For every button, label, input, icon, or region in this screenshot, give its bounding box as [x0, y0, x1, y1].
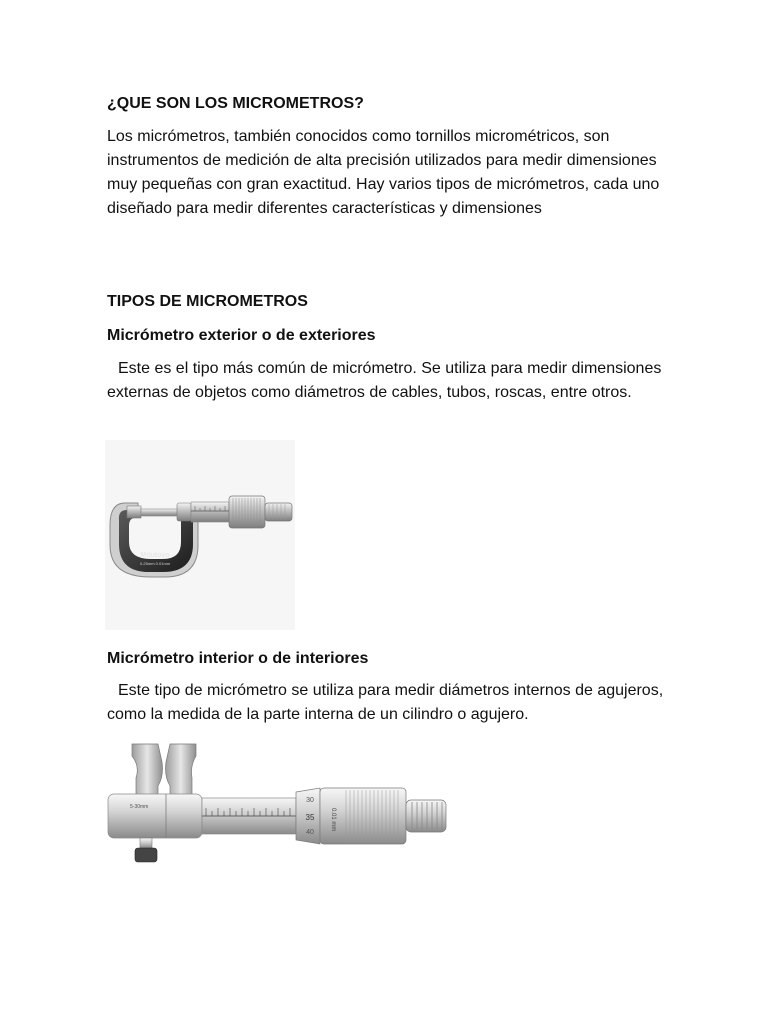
exterior-paragraph: Este es el tipo más común de micrómetro. Se utiliza para medir dimensiones externas de objetos como diámetros de cables, tubos, roscas, entre otros.: [107, 360, 662, 401]
thimble-resolution-label: 0.01 mm: [330, 808, 336, 832]
section-heading-que-son: ¿QUE SON LOS MICROMETROS?: [107, 95, 364, 112]
sleeve-mark-35: 35: [305, 813, 315, 822]
exterior-brand-label: Mitutoyo: [140, 552, 170, 559]
subheading-interior: Micrómetro interior o de interiores: [107, 650, 369, 667]
interior-micrometer-image: [106, 738, 450, 870]
exterior-frame-spec: 0-25mm 0.01mm: [139, 561, 171, 566]
exterior-micrometer-image: [105, 440, 295, 630]
intro-paragraph: Los micrómetros, también conocidos como tornillos micrométricos, son instrumentos de medición de alta precisión utilizados para medir dimensiones muy pequeñas con gran exactitud. Hay varios tipos de micrómetros, cada uno diseñado para medir diferentes características y dimensiones: [107, 128, 660, 217]
subheading-exterior: Micrómetro exterior o de exteriores: [107, 327, 376, 344]
interior-body-label: 5-30mm: [130, 804, 149, 810]
sleeve-mark-30: 30: [306, 797, 314, 804]
interior-paragraph: Este tipo de micrómetro se utiliza para medir diámetros internos de agujeros, como la medida de la parte interna de un cilindro o agujero.: [107, 682, 664, 723]
sleeve-mark-40: 40: [306, 829, 314, 836]
section-heading-tipos: TIPOS DE MICROMETROS: [107, 293, 308, 310]
